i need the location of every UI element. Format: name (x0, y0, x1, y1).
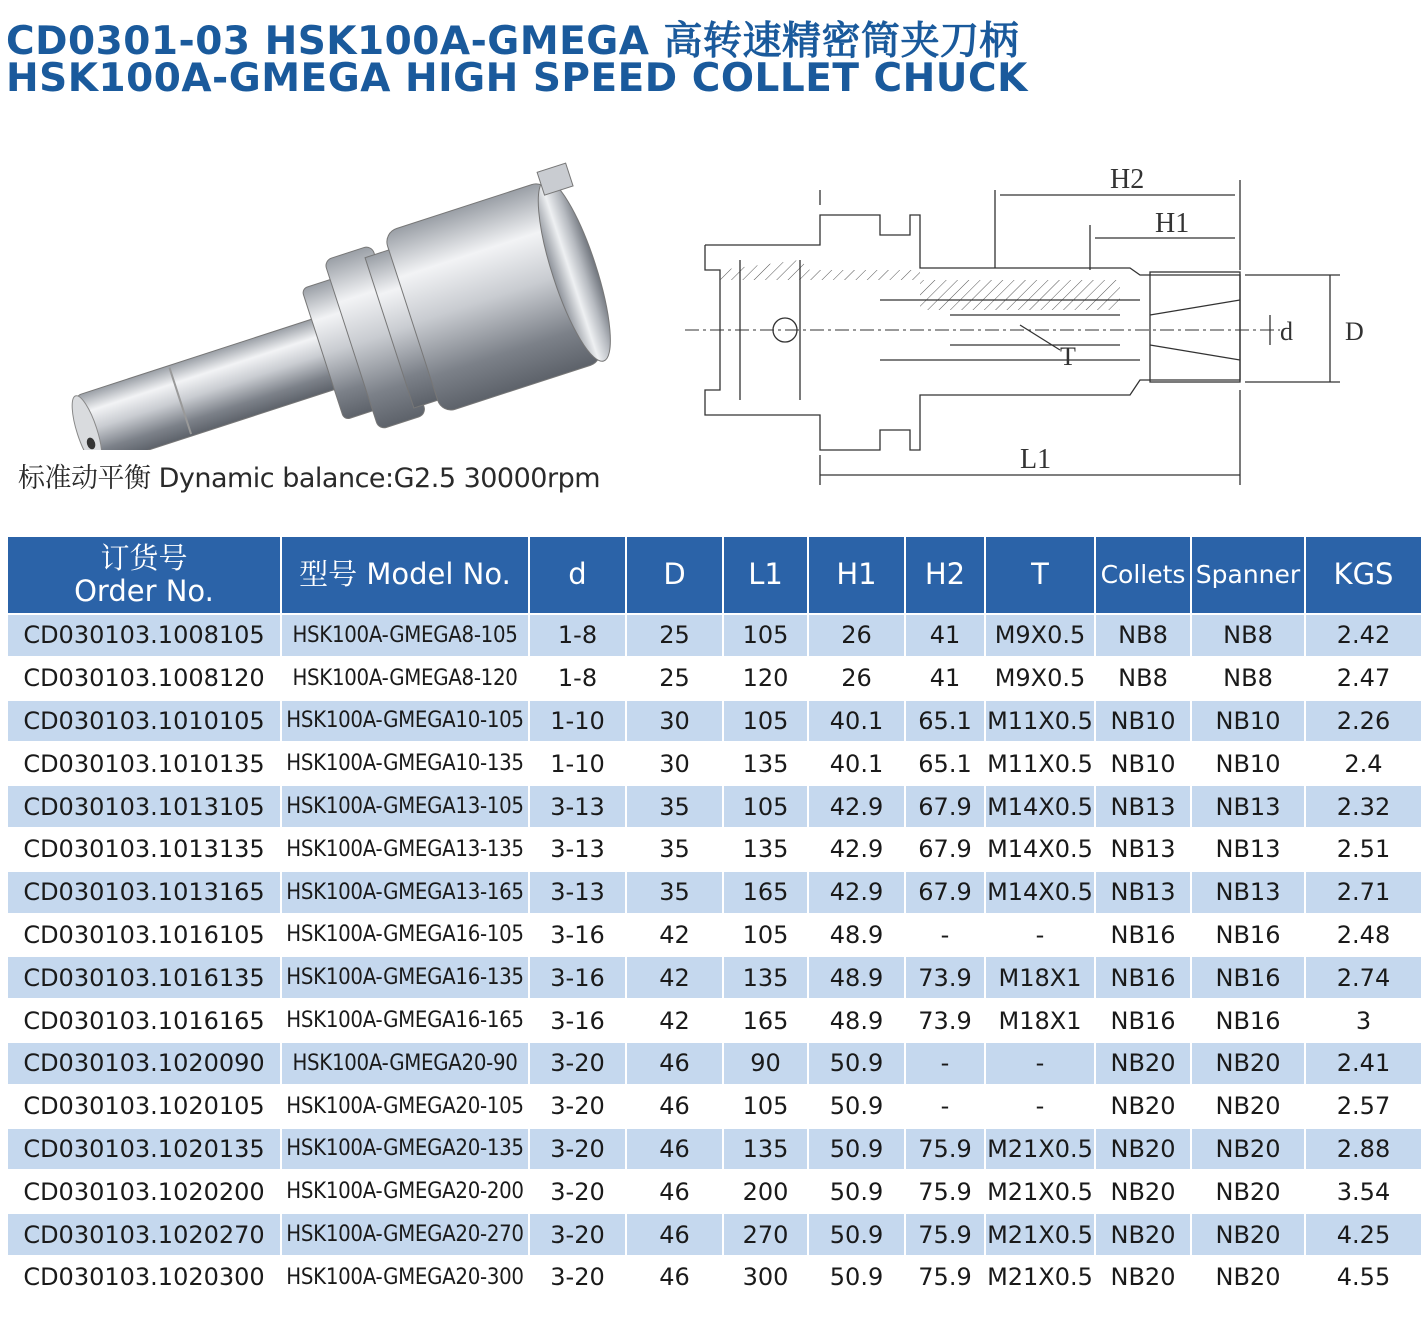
spec-table (6, 535, 1423, 1300)
cell-d: 3-13 (529, 785, 626, 828)
cell-model: HSK100A-GMEGA13-105 (281, 785, 529, 828)
cell-h2: 75.9 (905, 1128, 985, 1171)
table-row (7, 742, 1422, 785)
header-order-cn: 订货号 (100, 540, 188, 575)
cell-t: M9X0.5 (985, 657, 1095, 700)
cell-l1: 90 (723, 1042, 808, 1085)
cell-t: M9X0.5 (985, 614, 1095, 657)
table-row (7, 1213, 1422, 1256)
cell-d: 1-8 (529, 657, 626, 700)
cell-order-no: CD030103.1020300 (7, 1256, 281, 1299)
dim-d-small: d (1280, 317, 1293, 346)
cell-kgs: 2.88 (1305, 1128, 1422, 1171)
cell-spanner: NB10 (1191, 700, 1305, 743)
cell-order-no: CD030103.1013105 (7, 785, 281, 828)
cell-h2: - (905, 1042, 985, 1085)
dim-l1: L1 (1020, 444, 1052, 475)
header-d: d (529, 536, 626, 614)
table-row (7, 1256, 1422, 1299)
cell-d: 1-8 (529, 614, 626, 657)
cell-spanner: NB13 (1191, 871, 1305, 914)
cell-t: M14X0.5 (985, 785, 1095, 828)
cell-d: 1-10 (529, 742, 626, 785)
cell-d: 3-16 (529, 956, 626, 999)
cell-h1: 26 (808, 657, 905, 700)
cell-t: M11X0.5 (985, 742, 1095, 785)
cell-spanner: NB20 (1191, 1256, 1305, 1299)
cell-l1: 135 (723, 1128, 808, 1171)
cell-D: 25 (626, 657, 723, 700)
cell-spanner: NB13 (1191, 785, 1305, 828)
cell-spanner: NB20 (1191, 1085, 1305, 1128)
header-order-en: Order No. (74, 574, 214, 608)
cell-kgs: 4.55 (1305, 1256, 1422, 1299)
cell-D: 35 (626, 871, 723, 914)
header-collets: Collets (1095, 536, 1191, 614)
cell-h1: 50.9 (808, 1128, 905, 1171)
cell-h1: 50.9 (808, 1042, 905, 1085)
cell-kgs: 2.47 (1305, 657, 1422, 700)
cell-order-no: CD030103.1020135 (7, 1128, 281, 1171)
cell-h1: 50.9 (808, 1256, 905, 1299)
cell-order-no: CD030103.1016105 (7, 914, 281, 957)
title-cn: CD0301-03 HSK100A-GMEGA 高转速精密筒夹刀柄 (6, 19, 1020, 64)
cell-spanner: NB20 (1191, 1170, 1305, 1213)
cell-spanner: NB20 (1191, 1128, 1305, 1171)
cell-h2: 73.9 (905, 956, 985, 999)
cell-kgs: 2.32 (1305, 785, 1422, 828)
table-header-row (7, 536, 1422, 614)
cell-collets: NB13 (1095, 785, 1191, 828)
cell-d: 3-13 (529, 871, 626, 914)
cell-D: 30 (626, 700, 723, 743)
cell-l1: 270 (723, 1213, 808, 1256)
cell-h1: 40.1 (808, 742, 905, 785)
cell-spanner: NB10 (1191, 742, 1305, 785)
cell-collets: NB20 (1095, 1170, 1191, 1213)
cell-h2: 67.9 (905, 871, 985, 914)
cell-D: 46 (626, 1042, 723, 1085)
cell-spanner: NB16 (1191, 956, 1305, 999)
cell-spanner: NB16 (1191, 999, 1305, 1042)
cell-order-no: CD030103.1010105 (7, 700, 281, 743)
header-h1: H1 (808, 536, 905, 614)
cell-model: HSK100A-GMEGA13-135 (281, 828, 529, 871)
cell-h1: 42.9 (808, 871, 905, 914)
cell-h2: 41 (905, 657, 985, 700)
cell-l1: 105 (723, 914, 808, 957)
cell-collets: NB8 (1095, 657, 1191, 700)
technical-drawing (680, 150, 1400, 500)
cell-h2: 67.9 (905, 828, 985, 871)
cell-h1: 42.9 (808, 828, 905, 871)
cell-collets: NB20 (1095, 1213, 1191, 1256)
cell-model: HSK100A-GMEGA10-105 (281, 700, 529, 743)
header-kgs: KGS (1305, 536, 1422, 614)
cell-l1: 105 (723, 614, 808, 657)
cell-model: HSK100A-GMEGA8-105 (281, 614, 529, 657)
cell-order-no: CD030103.1008105 (7, 614, 281, 657)
cell-D: 35 (626, 828, 723, 871)
header-h2: H2 (905, 536, 985, 614)
cell-t: M14X0.5 (985, 871, 1095, 914)
cell-spanner: NB13 (1191, 828, 1305, 871)
cell-collets: NB10 (1095, 700, 1191, 743)
cell-model: HSK100A-GMEGA20-200 (281, 1170, 529, 1213)
header-model: 型号 Model No. (281, 536, 529, 614)
cell-kgs: 2.41 (1305, 1042, 1422, 1085)
cell-spanner: NB8 (1191, 657, 1305, 700)
cell-l1: 135 (723, 956, 808, 999)
cell-kgs: 2.57 (1305, 1085, 1422, 1128)
table-row (7, 1128, 1422, 1171)
cell-t: M21X0.5 (985, 1170, 1095, 1213)
cell-spanner: NB16 (1191, 914, 1305, 957)
cell-d: 3-13 (529, 828, 626, 871)
cell-t: M18X1 (985, 956, 1095, 999)
cell-D: 46 (626, 1256, 723, 1299)
cell-collets: NB13 (1095, 871, 1191, 914)
table-row (7, 828, 1422, 871)
cell-model: HSK100A-GMEGA20-90 (281, 1042, 529, 1085)
cell-h1: 48.9 (808, 914, 905, 957)
cell-collets: NB16 (1095, 956, 1191, 999)
cell-collets: NB20 (1095, 1085, 1191, 1128)
cell-t: - (985, 1085, 1095, 1128)
balance-caption: 标准动平衡 Dynamic balance:G2.5 30000rpm (18, 463, 601, 494)
cell-h2: 41 (905, 614, 985, 657)
cell-order-no: CD030103.1008120 (7, 657, 281, 700)
cell-collets: NB20 (1095, 1256, 1191, 1299)
cell-h1: 48.9 (808, 956, 905, 999)
cell-h2: 73.9 (905, 999, 985, 1042)
table-row (7, 614, 1422, 657)
cell-h2: 65.1 (905, 742, 985, 785)
cell-model: HSK100A-GMEGA16-135 (281, 956, 529, 999)
cell-kgs: 2.42 (1305, 614, 1422, 657)
table-row (7, 785, 1422, 828)
dim-h2: H2 (1110, 164, 1145, 195)
cell-h1: 40.1 (808, 700, 905, 743)
cell-D: 46 (626, 1085, 723, 1128)
cell-D: 46 (626, 1170, 723, 1213)
table-row (7, 999, 1422, 1042)
cell-order-no: CD030103.1016135 (7, 956, 281, 999)
cell-spanner: NB20 (1191, 1213, 1305, 1256)
cell-kgs: 3 (1305, 999, 1422, 1042)
cell-collets: NB20 (1095, 1042, 1191, 1085)
cell-l1: 200 (723, 1170, 808, 1213)
cell-D: 46 (626, 1213, 723, 1256)
cell-h2: 67.9 (905, 785, 985, 828)
cell-l1: 165 (723, 871, 808, 914)
dim-t: T (1060, 342, 1076, 371)
header-spanner: Spanner (1191, 536, 1305, 614)
dim-h1: H1 (1155, 208, 1190, 239)
cell-order-no: CD030103.1020200 (7, 1170, 281, 1213)
table-row (7, 871, 1422, 914)
cell-t: - (985, 1042, 1095, 1085)
cell-t: M18X1 (985, 999, 1095, 1042)
cell-order-no: CD030103.1020090 (7, 1042, 281, 1085)
cell-kgs: 2.74 (1305, 956, 1422, 999)
cell-model: HSK100A-GMEGA20-135 (281, 1128, 529, 1171)
cell-spanner: NB20 (1191, 1042, 1305, 1085)
cell-t: M21X0.5 (985, 1128, 1095, 1171)
cell-d: 3-20 (529, 1128, 626, 1171)
cell-kgs: 2.26 (1305, 700, 1422, 743)
cell-h1: 42.9 (808, 785, 905, 828)
table-row (7, 914, 1422, 957)
header-l1: L1 (723, 536, 808, 614)
cell-l1: 135 (723, 828, 808, 871)
cell-order-no: CD030103.1013165 (7, 871, 281, 914)
cell-D: 46 (626, 1128, 723, 1171)
cell-l1: 105 (723, 1085, 808, 1128)
cell-kgs: 4.25 (1305, 1213, 1422, 1256)
cell-D: 42 (626, 999, 723, 1042)
cell-order-no: CD030103.1020270 (7, 1213, 281, 1256)
cell-D: 25 (626, 614, 723, 657)
cell-collets: NB10 (1095, 742, 1191, 785)
cell-d: 3-20 (529, 1256, 626, 1299)
cell-d: 1-10 (529, 700, 626, 743)
cell-d: 3-20 (529, 1170, 626, 1213)
cell-model: HSK100A-GMEGA20-270 (281, 1213, 529, 1256)
cell-collets: NB16 (1095, 914, 1191, 957)
cell-spanner: NB8 (1191, 614, 1305, 657)
cell-order-no: CD030103.1013135 (7, 828, 281, 871)
header-D: D (626, 536, 723, 614)
cell-D: 35 (626, 785, 723, 828)
cell-l1: 105 (723, 700, 808, 743)
cell-collets: NB13 (1095, 828, 1191, 871)
cell-model: HSK100A-GMEGA16-105 (281, 914, 529, 957)
cell-h1: 48.9 (808, 999, 905, 1042)
cell-h1: 50.9 (808, 1170, 905, 1213)
cell-d: 3-20 (529, 1213, 626, 1256)
title-en: HSK100A-GMEGA HIGH SPEED COLLET CHUCK (6, 56, 1028, 101)
cell-kgs: 3.54 (1305, 1170, 1422, 1213)
table-row (7, 657, 1422, 700)
product-photo (40, 160, 640, 450)
cell-order-no: CD030103.1020105 (7, 1085, 281, 1128)
cell-h2: 75.9 (905, 1256, 985, 1299)
cell-kgs: 2.4 (1305, 742, 1422, 785)
header-t: T (985, 536, 1095, 614)
cell-model: HSK100A-GMEGA20-300 (281, 1256, 529, 1299)
table-row (7, 1042, 1422, 1085)
cell-h1: 50.9 (808, 1213, 905, 1256)
cell-h2: - (905, 1085, 985, 1128)
cell-d: 3-16 (529, 999, 626, 1042)
cell-D: 30 (626, 742, 723, 785)
cell-collets: NB20 (1095, 1128, 1191, 1171)
header-order-no (7, 536, 281, 614)
cell-order-no: CD030103.1016165 (7, 999, 281, 1042)
cell-h2: 75.9 (905, 1213, 985, 1256)
cell-t: M11X0.5 (985, 700, 1095, 743)
cell-kgs: 2.48 (1305, 914, 1422, 957)
cell-collets: NB16 (1095, 999, 1191, 1042)
cell-t: M21X0.5 (985, 1256, 1095, 1299)
cell-model: HSK100A-GMEGA10-135 (281, 742, 529, 785)
cell-l1: 165 (723, 999, 808, 1042)
cell-kgs: 2.51 (1305, 828, 1422, 871)
cell-t: - (985, 914, 1095, 957)
cell-d: 3-20 (529, 1042, 626, 1085)
cell-collets: NB8 (1095, 614, 1191, 657)
cell-t: M14X0.5 (985, 828, 1095, 871)
cell-model: HSK100A-GMEGA13-165 (281, 871, 529, 914)
cell-l1: 135 (723, 742, 808, 785)
cell-t: M21X0.5 (985, 1213, 1095, 1256)
cell-l1: 120 (723, 657, 808, 700)
cell-D: 42 (626, 956, 723, 999)
cell-model: HSK100A-GMEGA16-165 (281, 999, 529, 1042)
cell-h1: 50.9 (808, 1085, 905, 1128)
table-row (7, 700, 1422, 743)
table-body (7, 614, 1422, 1299)
cell-d: 3-20 (529, 1085, 626, 1128)
cell-l1: 300 (723, 1256, 808, 1299)
cell-order-no: CD030103.1010135 (7, 742, 281, 785)
cell-d: 3-16 (529, 914, 626, 957)
cell-kgs: 2.71 (1305, 871, 1422, 914)
table-row (7, 1170, 1422, 1213)
dim-d-big: D (1345, 317, 1364, 346)
cell-h2: 75.9 (905, 1170, 985, 1213)
table-row (7, 956, 1422, 999)
cell-D: 42 (626, 914, 723, 957)
cell-h1: 26 (808, 614, 905, 657)
cell-model: HSK100A-GMEGA20-105 (281, 1085, 529, 1128)
cell-h2: - (905, 914, 985, 957)
cell-model: HSK100A-GMEGA8-120 (281, 657, 529, 700)
cell-h2: 65.1 (905, 700, 985, 743)
cell-l1: 105 (723, 785, 808, 828)
table-row (7, 1085, 1422, 1128)
